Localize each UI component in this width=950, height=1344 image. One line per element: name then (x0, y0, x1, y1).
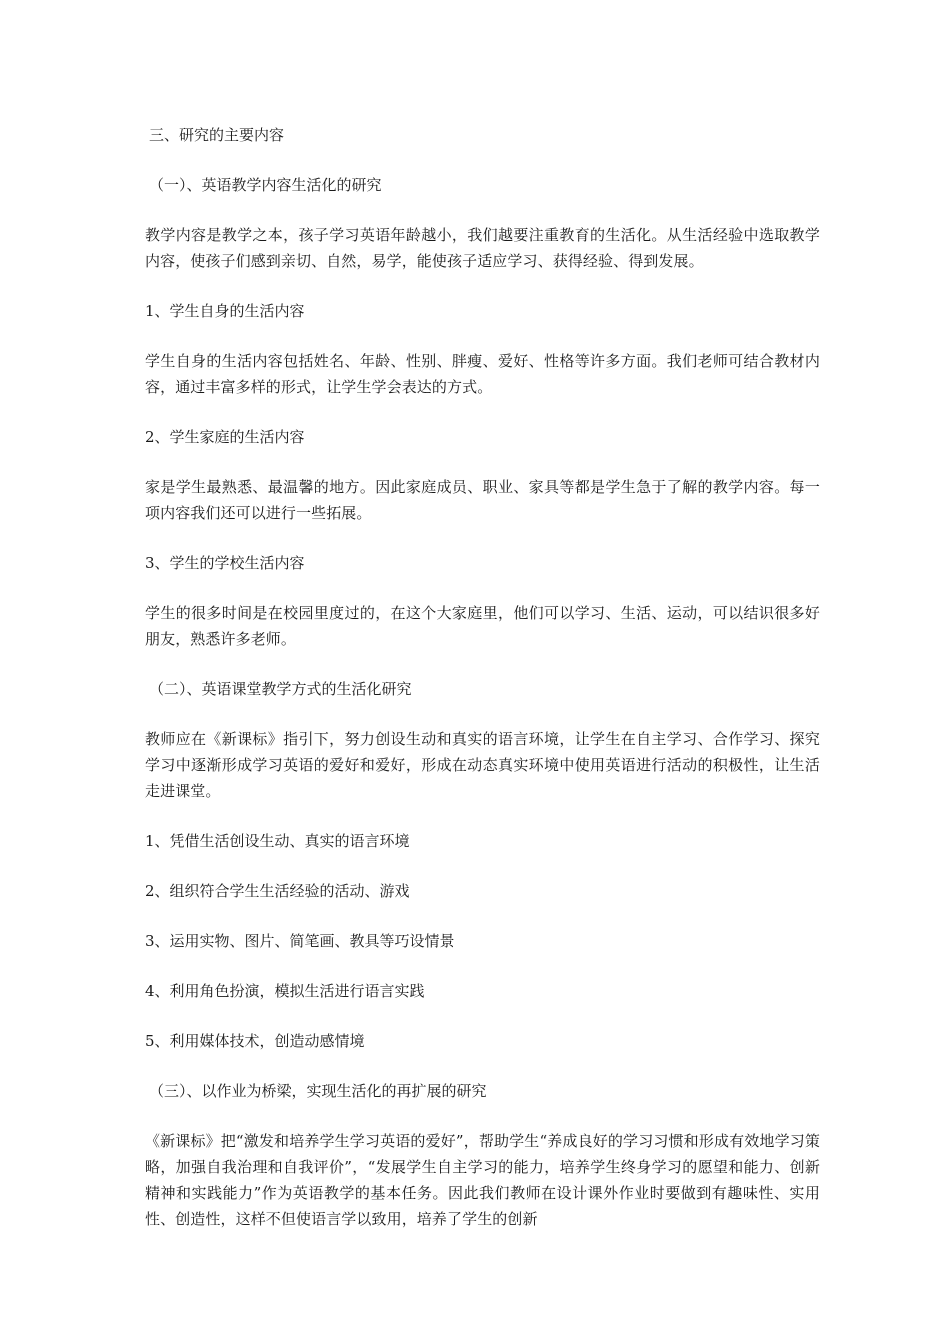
paragraph: 学生自身的生活内容包括姓名、年龄、性别、胖瘦、爱好、性格等许多方面。我们老师可结合教材内容，通过丰富多样的形式，让学生学会表达的方式。 (145, 352, 820, 396)
item-heading: 3、学生的学校生活内容 (145, 554, 305, 572)
item-heading: 5、利用媒体技术，创造动感情境 (145, 1032, 365, 1050)
item-heading: 1、凭借生活创设生动、真实的语言环境 (145, 832, 410, 850)
subsection-heading: （二）、英语课堂教学方式的生活化研究 (149, 680, 412, 698)
subsection-heading: （三）、以作业为桥梁，实现生活化的再扩展的研究 (149, 1082, 487, 1100)
subsection-heading: （一）、英语教学内容生活化的研究 (149, 176, 382, 194)
document-body (145, 122, 820, 1256)
item-heading: 2、学生家庭的生活内容 (145, 428, 305, 446)
item-heading: 3、运用实物、图片、简笔画、教具等巧设情景 (145, 932, 455, 950)
paragraph: 教学内容是教学之本，孩子学习英语年龄越小，我们越要注重教育的生活化。从生活经验中选取教学内容，使孩子们感到亲切、自然，易学，能使孩子适应学习、获得经验、得到发展。 (145, 226, 820, 270)
paragraph: 家是学生最熟悉、最温馨的地方。因此家庭成员、职业、家具等都是学生急于了解的教学内容。每一项内容我们还可以进行一些拓展。 (145, 478, 820, 522)
paragraph: 教师应在《新课标》指引下，努力创设生动和真实的语言环境，让学生在自主学习、合作学习、探究学习中逐渐形成学习英语的爱好和爱好，形成在动态真实环境中使用英语进行活动的积极性，让生活走进课堂。 (145, 730, 820, 800)
item-heading: 2、组织符合学生生活经验的活动、游戏 (145, 882, 410, 900)
item-heading: 1、学生自身的生活内容 (145, 302, 305, 320)
paragraph: 学生的很多时间是在校园里度过的，在这个大家庭里，他们可以学习、生活、运动，可以结识很多好朋友，熟悉许多老师。 (145, 604, 820, 648)
section-heading: 三、研究的主要内容 (149, 126, 285, 144)
paragraph: 《新课标》把“激发和培养学生学习英语的爱好”，帮助学生“养成良好的学习习惯和形成有效地学习策略，加强自我治理和自我评价”，“发展学生自主学习的能力，培养学生终身学习的愿望和能力、创新精神和实践能力”作为英语教学的基本任务。因此我们教师在设计课外作业时要做到有趣味性、实用性、创造性，这样不但使语言学以致用，培养了学生的创新 (145, 1132, 820, 1228)
item-heading: 4、利用角色扮演，模拟生活进行语言实践 (145, 982, 425, 1000)
